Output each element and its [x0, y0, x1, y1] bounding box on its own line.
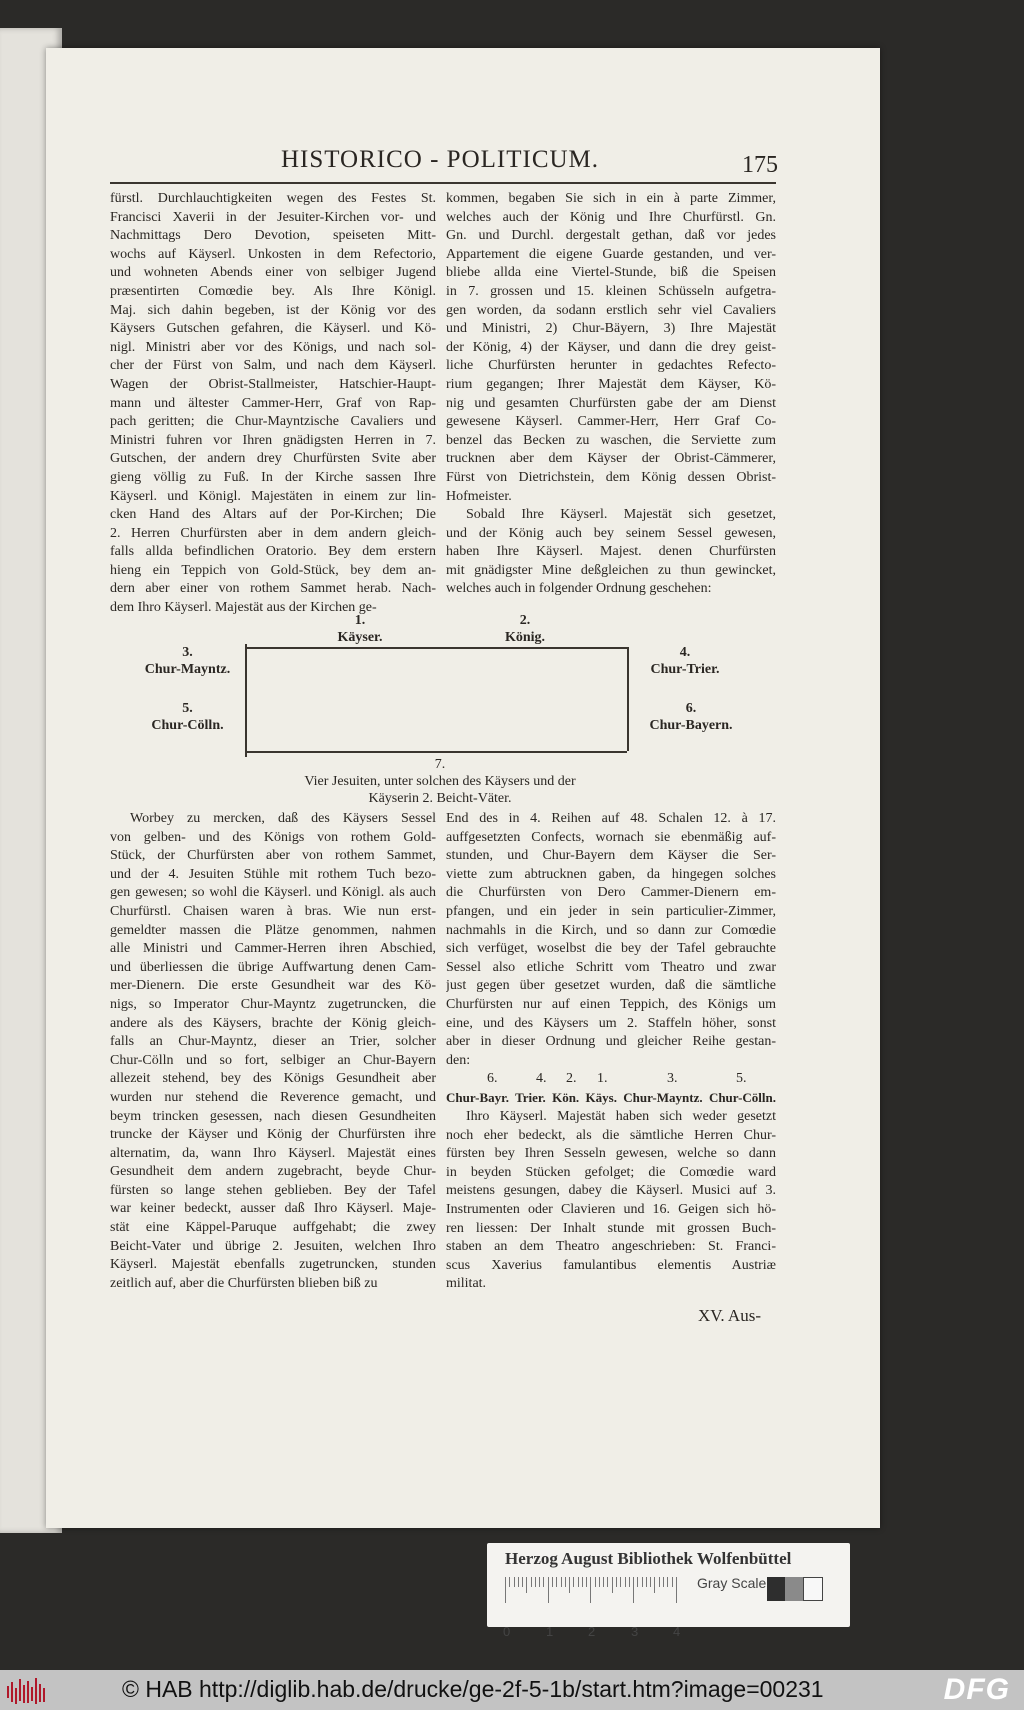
ruler-tick: [663, 1577, 664, 1587]
text-line: pach geritten; die Chur-Mayntzische Cavaliers und: [110, 414, 436, 430]
ruler-tick: [599, 1577, 600, 1587]
text-line: nig und gesamten Churfürsten gabe der am Dienst: [446, 395, 776, 411]
text-line: in beyden Stücken gefolget; die Comœdie ward: [446, 1164, 776, 1180]
text-line: nigl. Ministri aber vor des Königs, und nach sol-: [110, 339, 436, 355]
text-line: aber in dieser Ordnung und gleicher Reihe gestan-: [446, 1034, 776, 1050]
ruler-tick: [539, 1577, 540, 1587]
ruler-tick: [676, 1577, 677, 1603]
order-number: 6.: [487, 1071, 498, 1086]
text-line: war keiner bedeckt, ausser daß Ihro Käyserl. Maje-: [110, 1201, 436, 1217]
ruler-number: 2: [588, 1624, 596, 1639]
text-line: benzel das Becken zu waschen, die Serviette zum: [446, 432, 776, 448]
seating-order-names: Chur-Bayr. Trier. Kön. Käys. Chur-Mayntz. Chur-Cölln.: [446, 1090, 776, 1105]
text-line: wurden nur stehend die Reverence gemacht, und: [110, 1089, 436, 1105]
ruler-tick: [578, 1577, 579, 1587]
text-line: in 7. grossen und 15. kleinen Schüsseln aufgetra-: [446, 283, 776, 299]
ruler-tick: [526, 1577, 527, 1593]
text-line: Nachmittags Dero Devotion, speiseten Mitt-: [110, 228, 436, 244]
text-line: 2. Herren Churfürsten aber in dem andern gleich-: [110, 525, 436, 541]
text-line: Käyserl. Majestät ebenfalls zugetruncken, stunden: [110, 1257, 436, 1273]
text-line: meistens gesungen, dabey die Käyserl. Musici auf 3.: [446, 1183, 776, 1199]
text-line: sich verfüget, woselbst die bey der Tafel gebrauchte: [446, 941, 776, 957]
text-line: Fürst von Dietrichstein, dem König dessen Obrist-: [446, 469, 776, 485]
text-line: præsentirten Comœdie bey. Als Ihre Königl.: [110, 283, 436, 299]
ruler-tick: [586, 1577, 587, 1587]
text-line: beym trincken gesessen, nach diesen Gesundheiten: [110, 1108, 436, 1124]
ruler-tick: [620, 1577, 621, 1587]
ruler-tick: [612, 1577, 613, 1593]
text-line: rium gegangen; Ihrer Majestät dem Käyser, Kö-: [446, 376, 776, 392]
ruler-number: 0: [503, 1624, 511, 1639]
text-line: Sobald Ihre Käyserl. Majestät sich gesetzet,: [466, 507, 776, 523]
ruler-tick: [518, 1577, 519, 1587]
text-line: den:: [446, 1052, 471, 1068]
ruler-tick: [650, 1577, 651, 1587]
header-rule: [110, 182, 776, 184]
text-line: der König, 4) der Käyser, und dann die drey geist-: [446, 339, 776, 355]
text-line: auffgesetzten Confects, wornach sie ebenmäßig auf-: [446, 829, 776, 845]
text-line: pfangen, und ein jeder in sein particulier-Zimmer,: [446, 903, 776, 919]
text-line: Chur-Cölln und so fort, selbiger an Chur-Bayern: [110, 1052, 436, 1068]
text-line: Churfürstl. Chaisen waren à bras. Wie nun erst-: [110, 903, 436, 919]
page-number: 175: [742, 152, 778, 178]
text-line: Instrumenten oder Clavieren und 16. Geigen sich hö-: [446, 1201, 776, 1217]
ruler-tick: [543, 1577, 544, 1587]
text-line: eine, und des Käysers um 2. Staffeln höher, sonst: [446, 1015, 776, 1031]
ruler-tick: [595, 1577, 596, 1587]
text-line: cken Hand des Altars auf der Por-Kirchen; Die: [110, 507, 436, 523]
running-head: HISTORICO - POLITICUM.: [280, 146, 600, 173]
ruler-tick: [672, 1577, 673, 1587]
text-line: truncke der Käyser und König der Churfürsten ihre: [110, 1127, 436, 1143]
ruler-tick: [603, 1577, 604, 1587]
text-line: viette zum abtrucknen gaben, da hingegen solches: [446, 866, 776, 882]
seat-kaiser: 1. Käyser.: [337, 613, 383, 645]
text-line: trucknen aber dem Käyser der Obrist-Cämmerer,: [446, 451, 776, 467]
ruler-tick: [531, 1577, 532, 1587]
ruler-tick: [556, 1577, 557, 1587]
seat-chur-trier: 4. Chur-Trier.: [650, 645, 720, 677]
text-line: und Ministri, 2) Chur-Bäyern, 3) Ihre Majestät: [446, 321, 776, 337]
column-bottom-right-a: [446, 810, 776, 1070]
color-calibration-card: [487, 1543, 850, 1639]
text-line: Ministri fuhren vor Ihren gnädigsten Herren in 7.: [110, 432, 436, 448]
ruler-tick: [573, 1577, 574, 1587]
card-title: Herzog August Bibliothek Wolfenbüttel: [505, 1549, 792, 1568]
text-line: und überliessen die übrige Auffwartung denen Cam-: [110, 959, 436, 975]
order-number: 5.: [736, 1071, 747, 1086]
ruler-tick: [642, 1577, 643, 1587]
dfg-logo: DFG: [943, 1673, 1010, 1706]
text-line: staben an dem Theatro angeschrieben: St. Franci-: [446, 1239, 776, 1255]
table-right-edge: [627, 647, 629, 751]
ruler: [505, 1577, 681, 1603]
swatch-light: [803, 1577, 823, 1601]
order-number: 4.: [536, 1071, 547, 1086]
text-line: nigs, so Imperator Chur-Mayntz zugetruncken, die: [110, 996, 436, 1012]
text-line: mer-Dienern. Die erste Gesundheit war des Kö-: [110, 978, 436, 994]
ruler-tick: [616, 1577, 617, 1587]
ruler-tick: [590, 1577, 591, 1603]
text-line: stunden, und Chur-Bayern dem Käyser die Ser-: [446, 848, 776, 864]
gray-scale-label: Gray Scale: [697, 1575, 767, 1591]
order-number: 3.: [667, 1071, 678, 1086]
text-line: falls allda befindlichen Oratorio. Bey dem erstern: [110, 544, 436, 560]
text-line: zeitlich auf, aber die Churfürsten blieben biß zu: [110, 1275, 378, 1291]
ruler-tick: [548, 1577, 549, 1603]
text-line: alle Ministri und Cammer-Herren ihren Abschied,: [110, 941, 436, 957]
text-line: liche Churfürsten herunter in gedachtes Refecto-: [446, 358, 776, 374]
swatch-dark: [767, 1577, 785, 1601]
ruler-tick: [552, 1577, 553, 1587]
ruler-number: 3: [631, 1624, 639, 1639]
ruler-tick: [607, 1577, 608, 1587]
ruler-tick: [659, 1577, 660, 1587]
ruler-tick: [569, 1577, 570, 1593]
text-line: gemeldter massen die Plätze genommen, nahmen: [110, 922, 436, 938]
column-bottom-left: [110, 810, 436, 1293]
text-line: mit gnädigster Mine deßgleichen zu thun gewincket,: [446, 562, 776, 578]
text-line: welches auch in folgender Ordnung geschehen:: [446, 581, 712, 597]
ruler-number: 1: [546, 1624, 554, 1639]
text-line: dem Ihro Käyserl. Majestät aus der Kirchen ge-: [110, 600, 377, 616]
text-line: mann und ältester Cammer-Herr, Graf von Rap-: [110, 395, 436, 411]
column-top-right: [446, 190, 776, 599]
text-line: falls an Chur-Mayntz, dieser an Trier, solcher: [110, 1034, 436, 1050]
seat-jesuiten: 7. Vier Jesuiten, unter solchen des Käysers und der Käyserin 2. Beicht-Väter.: [304, 757, 576, 806]
ruler-tick: [509, 1577, 510, 1587]
text-line: gewesene Käyserl. Cammer-Herr, Herr Graf Co-: [446, 414, 776, 430]
text-line: Beicht-Vater und übrige 2. Jesuiten, welchen Ihro: [110, 1238, 436, 1254]
text-line: fürstl. Durchlauchtigkeiten wegen des Festes St.: [110, 191, 436, 206]
ruler-tick: [522, 1577, 523, 1587]
seat-chur-mayntz: 3. Chur-Mayntz.: [144, 645, 231, 677]
seating-order-numbers: [446, 1071, 776, 1089]
text-line: die Churfürsten von Dero Cammer-Dienern em-: [446, 885, 776, 901]
text-line: Worbey zu mercken, daß des Käysers Sessel: [130, 811, 436, 826]
text-line: fürsten bey Ihren Sesseln gewesen, welche so dann: [446, 1146, 776, 1162]
text-line: Maj. sich dahin begeben, ist der König vor des: [110, 302, 436, 318]
ruler-tick: [646, 1577, 647, 1587]
text-line: und der König auch bey seinem Sessel gewesen,: [446, 525, 776, 541]
text-line: scus Xaverius famulantibus elementis Austriæ: [446, 1257, 776, 1273]
text-line: und der 4. Jesuiten Stühle mit rothem Tuch bezo-: [110, 866, 436, 882]
text-line: fürsten so lange stehen geblieben. Bey der Tafel: [110, 1182, 436, 1198]
ruler-tick: [667, 1577, 668, 1587]
table-bottom-edge: [245, 751, 627, 753]
text-line: Sessel also etliche Schritt vom Theatro und zwar: [446, 959, 776, 975]
text-line: wochs auf Käyserl. Unkosten in dem Refectorio,: [110, 246, 436, 262]
text-line: gen worden, da sodann erstlich sehr viel Cavaliers: [446, 302, 776, 318]
text-line: Appartement die eigene Guarde gestanden, und ver-: [446, 246, 776, 262]
text-line: bliebe allda eine Viertel-Stunde, biß die Speisen: [446, 265, 776, 281]
ruler-tick: [561, 1577, 562, 1587]
ruler-tick: [582, 1577, 583, 1587]
text-line: cher der Fürst von Salm, und nach dem Käyserl.: [110, 358, 436, 374]
text-line: Ihro Käyserl. Majestät haben sich weder gesetzt: [466, 1109, 776, 1124]
seat-koenig: 2. König.: [504, 613, 546, 645]
table-top-edge: [245, 647, 627, 649]
text-line: Käysers Gutschen gefahren, die Käyserl. und Kö-: [110, 321, 436, 337]
text-line: Francisci Xaverii in der Jesuiter-Kirchen vor- und: [110, 209, 436, 225]
text-line: nachmahls in die Kirch, und so dann zur Comœdie: [446, 922, 776, 938]
footer-bar: [0, 1670, 1024, 1710]
swatch-mid: [785, 1577, 803, 1601]
text-line: gieng völlig zu Fuß. In der Kirche sassen Ihre: [110, 469, 436, 485]
ruler-number: 4: [673, 1624, 681, 1639]
ruler-tick: [637, 1577, 638, 1587]
catchword: XV. Aus-: [698, 1306, 761, 1325]
ruler-tick: [535, 1577, 536, 1587]
text-line: Stück, der Churfürsten aber von rothem Sammet,: [110, 848, 436, 864]
text-line: Gesundheit dem andern zugebracht, beyde Chur-: [110, 1164, 436, 1180]
text-line: welches auch der König und Ihre Churfürstl. Gn.: [446, 209, 776, 225]
text-line: Käyserl. und Königl. Majestäten in einem zur lin-: [110, 488, 436, 504]
text-line: Hofmeister.: [446, 488, 512, 504]
text-line: noch eher bedeckt, als die sämtliche Herren Chur-: [446, 1127, 776, 1143]
table-left-edge: [245, 644, 247, 757]
order-number: 1.: [597, 1071, 608, 1086]
ruler-tick: [565, 1577, 566, 1587]
seat-chur-coelln: 5. Chur-Cölln.: [151, 701, 224, 733]
ruler-tick: [654, 1577, 655, 1593]
text-line: von gelben- und des Königs von rothem Gold-: [110, 829, 436, 845]
text-line: hieng ein Teppich von Gold-Stück, bey dem an-: [110, 562, 436, 578]
text-line: und wohneten Abends einer von selbiger Jugend: [110, 265, 436, 281]
text-line: Wagen der Obrist-Stallmeister, Hatschier-Haupt-: [110, 376, 436, 392]
text-line: andere als des Käysers, brachte der König gleich-: [110, 1015, 436, 1031]
text-line: dern aber einer von rothem Sammet herab. Nach-: [110, 581, 436, 597]
hab-logo-icon: [6, 1676, 48, 1706]
text-line: Churfürsten nur auf einen Teppich, des Königs um: [446, 996, 776, 1012]
ruler-tick: [505, 1577, 506, 1603]
text-line: just gegen über gesetzet wurden, daß die sämtliche: [446, 978, 776, 994]
copyright-url[interactable]: © HAB http://diglib.hab.de/drucke/ge-2f-5-1b/start.htm?image=00231: [122, 1676, 824, 1702]
text-line: militat.: [446, 1276, 487, 1292]
text-line: alternatim, da, wann Ihro Käyserl. Majestät eines: [110, 1145, 436, 1161]
text-line: Gutschen, der andern drey Churfürsten Svite aber: [110, 451, 436, 467]
seat-chur-bayern: 6. Chur-Bayern.: [649, 701, 733, 733]
ruler-tick: [625, 1577, 626, 1587]
ruler-tick: [629, 1577, 630, 1587]
text-line: kommen, begaben Sie sich in ein à parte Zimmer,: [446, 191, 776, 206]
text-line: haben Ihre Käyserl. Majest. denen Churfürsten: [446, 544, 776, 560]
column-top-left: [110, 190, 436, 618]
text-line: Gn. und Durchl. dergestalt gethan, daß vor jedes: [446, 228, 776, 244]
column-bottom-right-b: [446, 1108, 776, 1294]
text-line: gen gewesen; so wohl die Käyserl. und Königl. als auch: [110, 885, 436, 901]
text-line: ren liessen: Der Inhalt stunde mit grossen Buch-: [446, 1220, 776, 1236]
ruler-tick: [514, 1577, 515, 1587]
text-line: stät eine Käppel-Paruque auffgehabt; die zwey: [110, 1220, 436, 1236]
order-number: 2.: [566, 1071, 577, 1086]
text-line: End des in 4. Reihen auf 48. Schalen 12. à 17.: [446, 811, 776, 826]
text-line: allezeit stehend, bey des Königs Gesundheit aber: [110, 1071, 436, 1087]
ruler-tick: [633, 1577, 634, 1603]
